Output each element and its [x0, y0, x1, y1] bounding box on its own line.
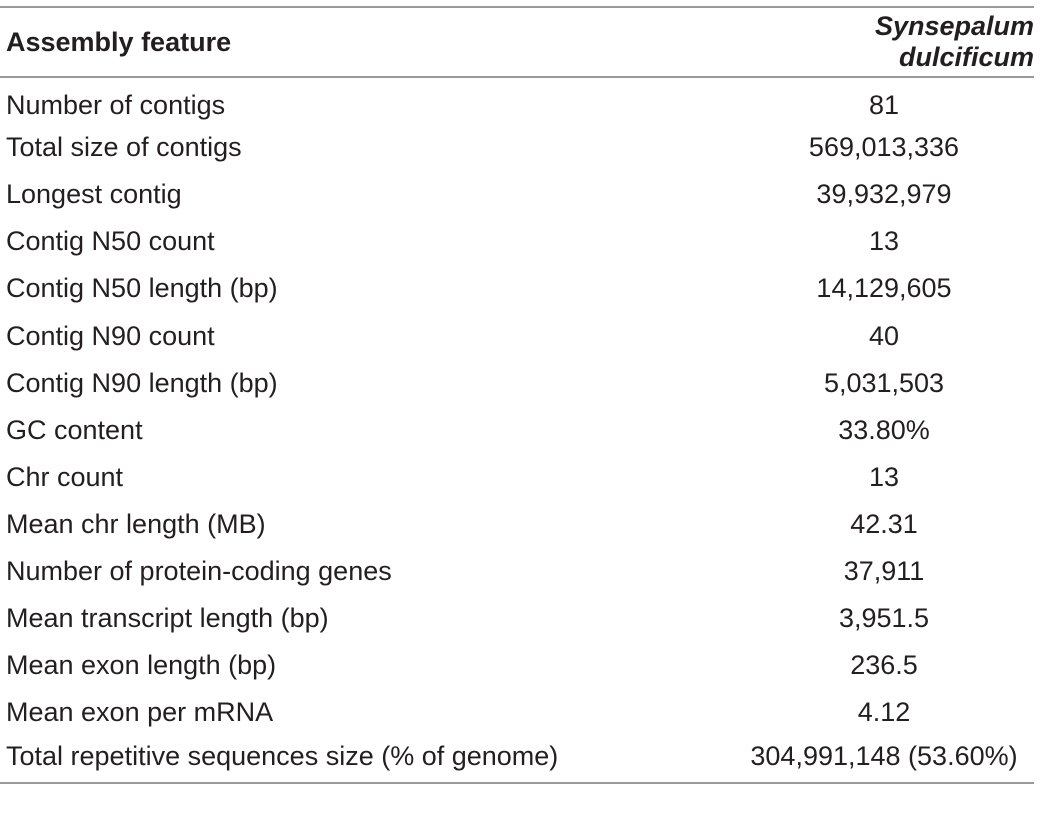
table-row — [0, 218, 1034, 265]
value-cell: 4.12 — [857, 697, 911, 728]
value-cell: 13 — [868, 461, 900, 492]
table-row — [0, 171, 1034, 218]
table-row — [0, 501, 1034, 548]
table-body — [0, 77, 1034, 783]
feature-cell: Contig N90 count — [6, 320, 215, 351]
value-cell: 5,031,503 — [823, 367, 945, 398]
table-row — [0, 407, 1034, 454]
value-cell: 39,932,979 — [816, 179, 952, 210]
table-row — [0, 595, 1034, 642]
table-row — [0, 312, 1034, 359]
header-species: Synsepalum dulcificum — [734, 7, 1034, 77]
value-cell: 40 — [868, 320, 900, 351]
feature-cell: Total repetitive sequences size (% of genome) — [0, 736, 734, 783]
feature-cell: Longest contig — [6, 179, 182, 210]
header-row — [0, 7, 1034, 77]
feature-cell: Mean transcript length (bp) — [6, 603, 329, 634]
table-row — [0, 454, 1034, 501]
feature-cell: Mean chr length (MB) — [6, 508, 266, 539]
value-cell: 14,129,605 — [816, 273, 952, 304]
table-row — [0, 265, 1034, 312]
table-row — [0, 360, 1034, 407]
value-cell: 304,991,148 (53.60%) — [734, 736, 1034, 783]
table-row — [0, 124, 1034, 171]
feature-cell: Mean exon length (bp) — [6, 650, 277, 681]
table-row — [0, 642, 1034, 689]
table-row — [0, 736, 1034, 783]
feature-cell: Contig N50 length (bp) — [6, 273, 278, 304]
assembly-table — [0, 6, 1034, 784]
feature-cell: Chr count — [6, 461, 124, 492]
feature-cell: Contig N90 length (bp) — [6, 367, 278, 398]
feature-cell: Contig N50 count — [6, 226, 215, 257]
value-cell: 569,013,336 — [808, 132, 960, 163]
feature-cell: Number of contigs — [6, 89, 226, 120]
value-cell: 42.31 — [850, 508, 918, 539]
feature-cell: GC content — [6, 414, 143, 445]
feature-cell: Total size of contigs — [6, 132, 242, 163]
feature-cell: Number of protein-coding genes — [6, 555, 392, 586]
value-cell: 33.80% — [838, 414, 930, 445]
value-cell: 37,911 — [843, 555, 925, 586]
value-cell: 13 — [868, 226, 900, 257]
value-cell: 3,951.5 — [838, 603, 930, 634]
table-row — [0, 548, 1034, 595]
value-cell: 81 — [868, 89, 900, 120]
header-assembly-feature: Assembly feature — [0, 7, 734, 77]
table-row — [0, 77, 1034, 124]
table-row — [0, 689, 1034, 736]
feature-cell: Mean exon per mRNA — [6, 697, 274, 728]
value-cell: 236.5 — [850, 650, 918, 681]
table-header — [0, 7, 1034, 77]
